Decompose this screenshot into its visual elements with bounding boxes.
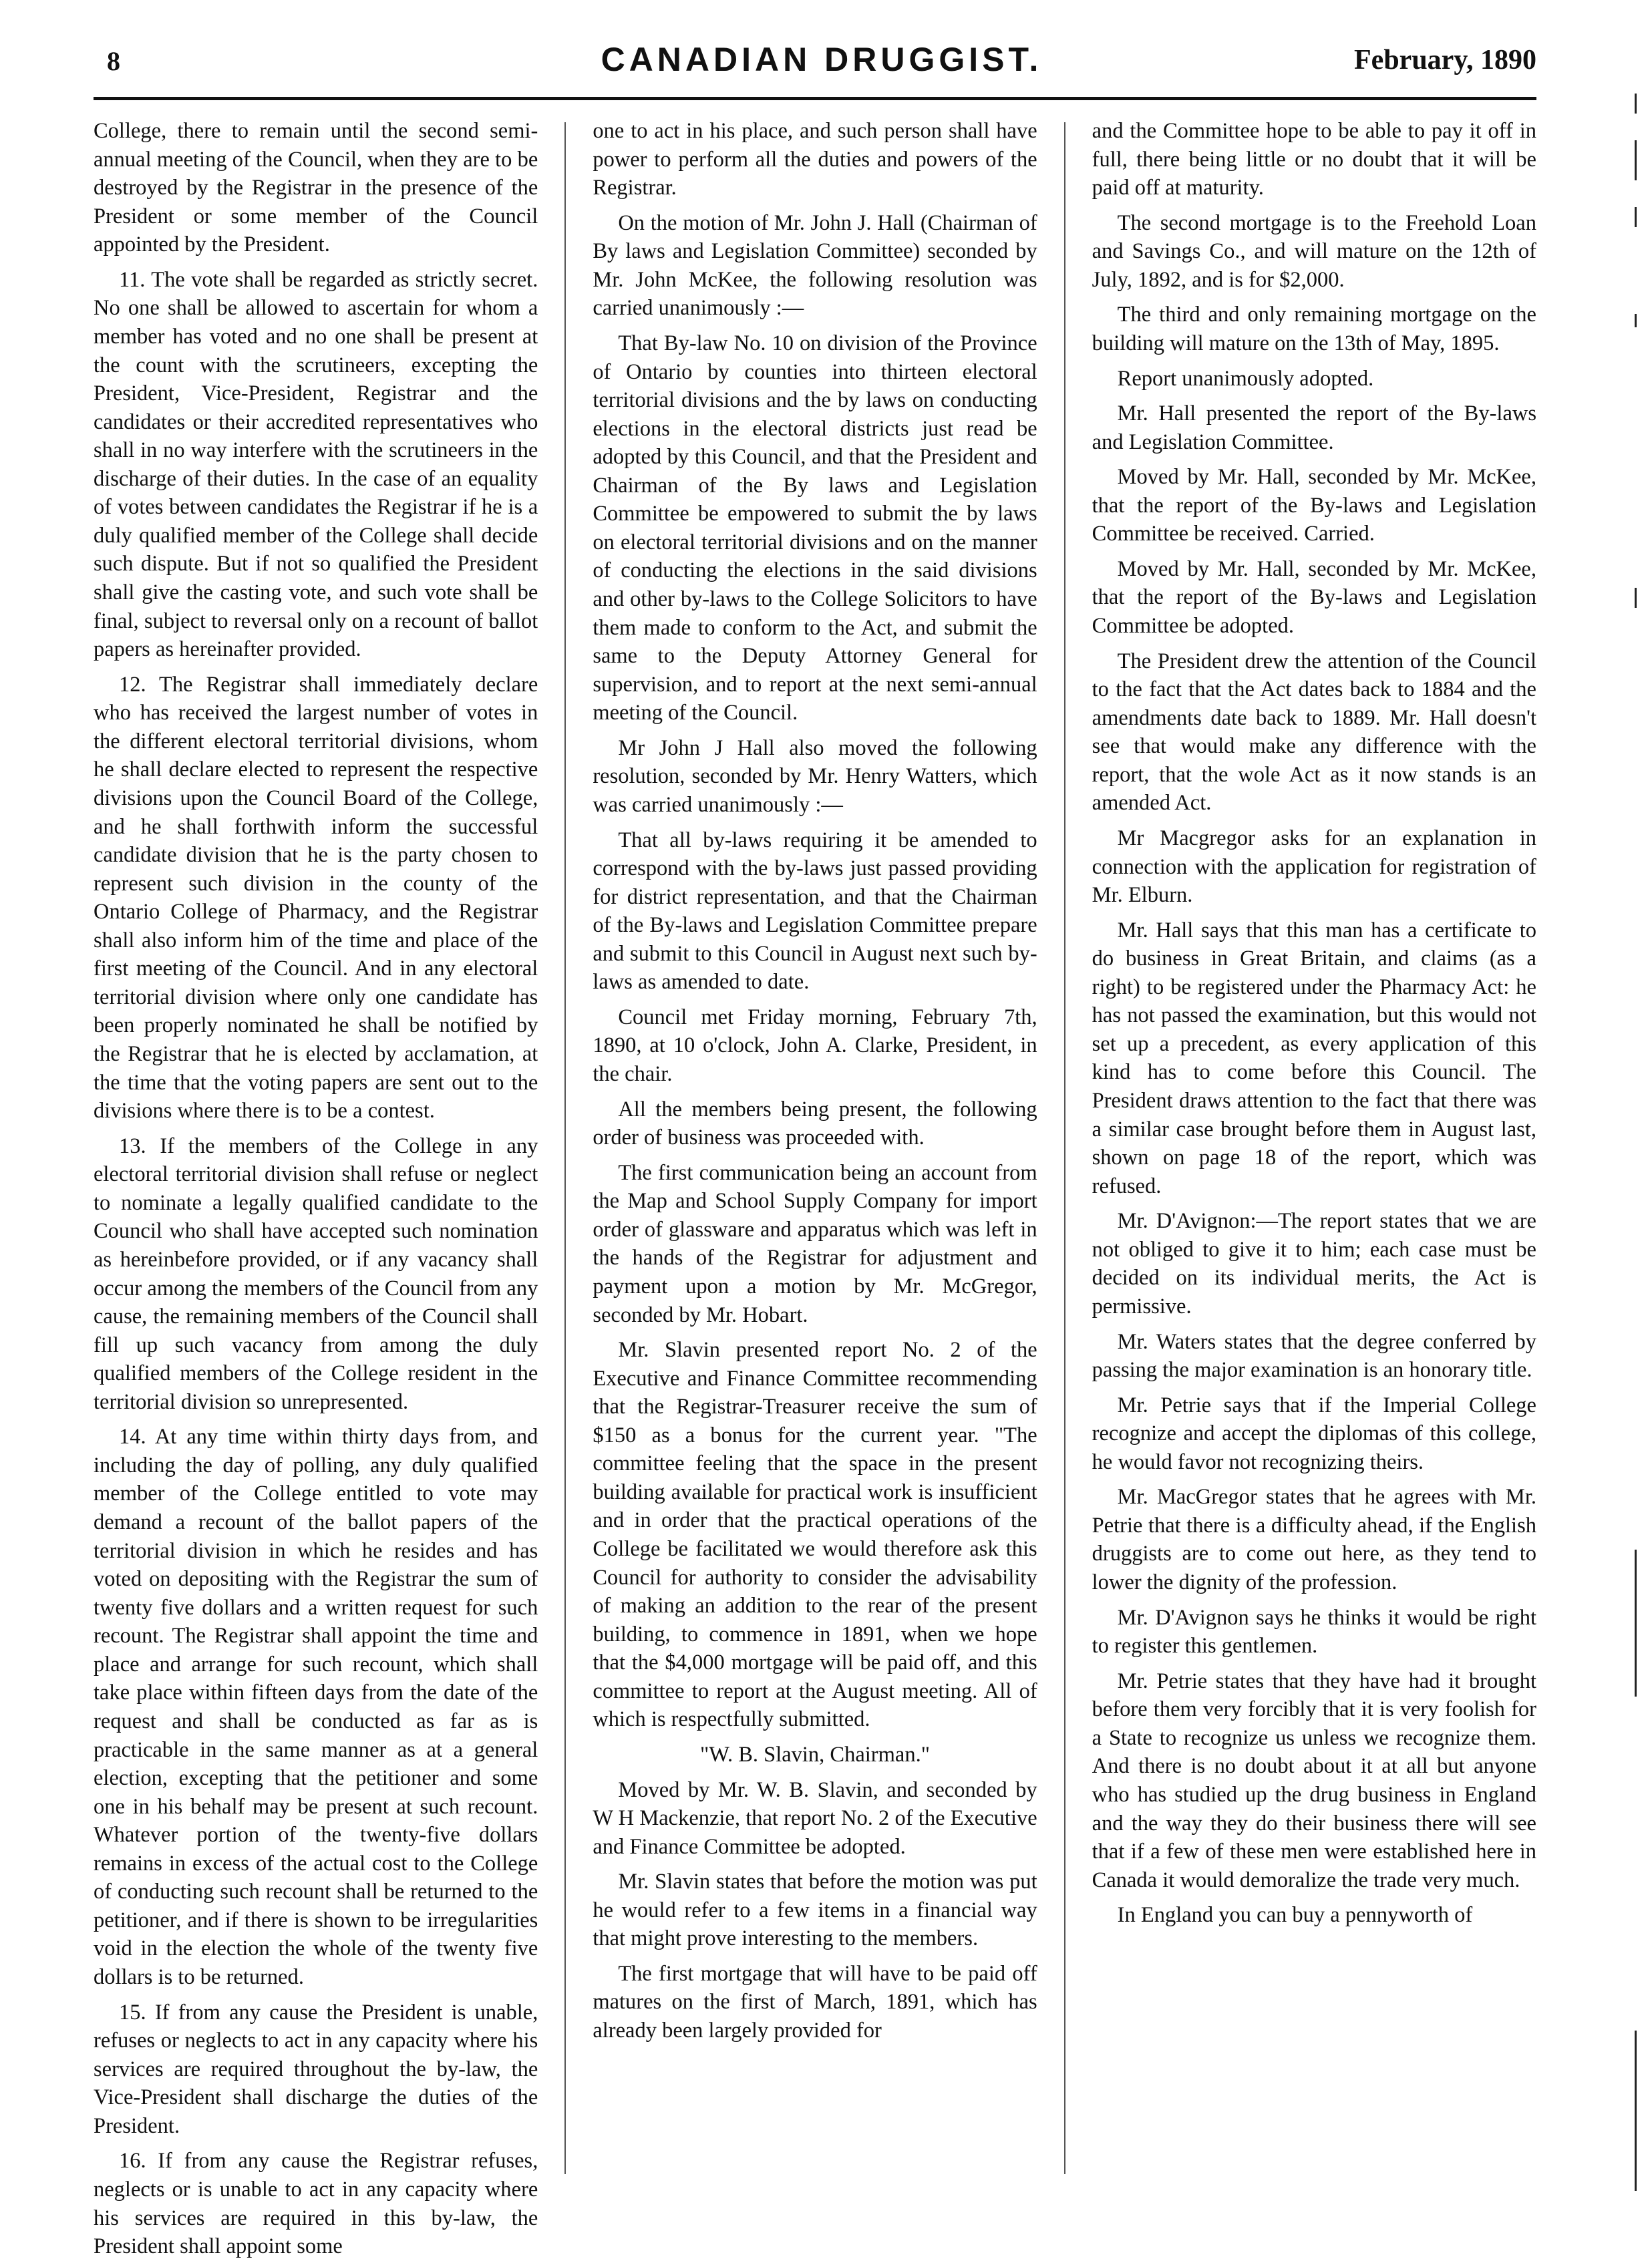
column-divider (564, 122, 566, 2174)
article-columns (94, 117, 1536, 2259)
article-paragraph: Mr. Petrie states that they have had it brought before them very forcibly that it is very foolish for a State to recognize us unless we recognize them. And there is no doubt about it at all but anyone who has studied up the drug business in England and the way they do their business there will see that if a few of these men were established here in Canada it would demoralize the trade very much. (1092, 1669, 1536, 1892)
article-paragraph: In England you can buy a pennyworth of (1117, 1903, 1473, 1928)
article-paragraph: Mr. Petrie says that if the Imperial College recognize and accept the diplomas of this college, he would favor not recognizing theirs. (1092, 1393, 1536, 1474)
scan-mark (1635, 1550, 1637, 1697)
article-paragraph: College, there to remain until the second semi-annual meeting of the Council, when they are to be destroyed by the Registrar in the presence of the President or some member of the Council appointed by the President. (94, 119, 538, 257)
article-paragraph: 14. At any time within thirty days from, and including the day of polling, any duly qualified member of the College entitled to vote may demand a recount of the ballot papers of the territorial division in which he resides and has voted on depositing with the Registrar the sum of twenty five dollars and a written request for such recount. The Registrar shall appoint the time and place and arrange for such recount, which shall take place within fifteen days from the date of the request and shall be conducted as far as is practicable in the same manner as at a general election, excepting that the petitioner and some one in his behalf may be present at such recount. Whatever portion of the twenty-five dollars remains in excess of the actual cost to the College of conducting such recount shall be returned to the petitioner, and if there is shown to be irregularities void in the election the whole of the twenty five dollars is to be returned. (94, 1425, 538, 1989)
article-paragraph: Mr. Slavin presented report No. 2 of the Executive and Finance Committee recommending that the Registrar-Treasurer receive the sum of $150 as a bonus for the current year. "The committee feeling that the space in the present building available for practical work is insufficient and in order that the practical operations of the College be facilitated we would therefore ask this Council for authority to consider the advisability of making an addition to the rear of the present building, to commence in 1891, when we hope that the $4,000 mortgage will be paid off, and this committee to report at the August meeting. All of which is respectfully submitted. (593, 1338, 1037, 1732)
article-paragraph: Mr. D'Avignon:—The report states that we are not obliged to give it to him; each case must be decided on its individual merits, the Act is permissive. (1092, 1209, 1536, 1319)
article-paragraph: The first communication being an account from the Map and School Supply Company for import order of glassware and apparatus which was left in the hands of the Registrar for adjustment and payment upon a motion by Mr. McGregor, seconded by Mr. Hobart. (593, 1160, 1037, 1327)
article-paragraph: Mr. Hall says that this man has a certificate to do business in Great Britain, and claims (as a right) to be registered under the Pharmacy Act: he has not passed the examination, but this would not set up a precedent, as every application of this kind has to come before this Council. The President draws attention to the fact that there was a similar case brought before them in August last, shown on page 18 of the report, which was refused. (1092, 918, 1536, 1198)
article-paragraph: That all by-laws requiring it be amended to correspond with the by-laws just passed providing for district representation, and that the Chairman of the By-laws and Legislation Committee prepare and submit to this Council in August next such by-laws as amended to date. (593, 828, 1037, 995)
scan-mark (1635, 94, 1637, 114)
article-paragraph: Mr. MacGregor states that he agrees with Mr. Petrie that there is a difficulty ahead, if the English druggists are to come out here, as they tend to lower the dignity of the profession. (1092, 1485, 1536, 1594)
article-paragraph: The second mortgage is to the Freehold Loan and Savings Co., and will mature on the 12th of July, 1892, and is for $2,000. (1092, 210, 1536, 292)
article-paragraph: The President drew the attention of the Council to the fact that the Act dates back to 1884 and the amendments date back to 1889. Mr. Hall doesn't see that would make any difference with the report, that the wole Act as it now stands is an amended Act. (1092, 649, 1536, 816)
masthead: CANADIAN DRUGGIST. (601, 41, 1043, 78)
article-paragraph: On the motion of Mr. John J. Hall (Chairman of By laws and Legislation Committee) seconded by Mr. John McKee, the following resolution was carried unanimously :— (593, 210, 1037, 321)
article-paragraph: Report unanimously adopted. (1117, 366, 1374, 391)
article-paragraph: 11. The vote shall be regarded as strictly secret. No one shall be allowed to ascertain for whom a member has voted and no one shall be present at the count with the scrutineers, excepting the President, Vice-President, Registrar and the candidates or their accredited representatives who shall in no way interfere with the scrutineers in the discharge of their duties. In the case of an equality of votes between candidates the Registrar if he is a duly qualified member of the College shall decide such dispute. But if not so qualified the President shall give the casting vote, and such vote shall be final, subject to reversal only on a recount of ballot papers as hereinafter provided. (94, 267, 538, 662)
article-paragraph: Mr Macgregor asks for an explanation in connection with the application for registration of Mr. Elburn. (1092, 826, 1536, 908)
article-paragraph: 12. The Registrar shall immediately declare who has received the largest number of votes in the different electoral territorial divisions, whom he shall declare elected to represent the respective divisions upon the Council Board of the College, and he shall forthwith inform the successful candidate division that he is the party chosen to represent such division in the county of the Ontario College of Pharmacy, and the Registrar shall also inform him of the time and place of the first meeting of the Council. And in any electoral territorial division where only one candidate has been properly nominated he shall be notified by the Registrar that he is elected by acclamation, at the time that the voting papers are sent out to the divisions where there is to be a contest. (94, 672, 538, 1123)
column-1 (94, 117, 538, 2259)
page-number: 8 (107, 46, 120, 76)
article-paragraph: That By-law No. 10 on division of the Province of Ontario by counties into thirteen electoral territorial divisions and the by laws on conducting elections in the electoral districts just read be adopted by this Council, and that the President and Chairman of the By laws and Legislation Committee be empowered to submit the by laws on electoral territorial divisions and on the manner of conducting the elections in the said divisions and other by-laws to the College Solicitors to have them made to conform to the Act, and submit the same to the Deputy Attorney General for supervision, and to report at the next semi-annual meeting of the Council. (593, 331, 1037, 725)
article-paragraph: Moved by Mr. W. B. Slavin, and seconded by W H Mackenzie, that report No. 2 of the Executive and Finance Committee be adopted. (593, 1777, 1037, 1859)
header-rule (94, 97, 1536, 100)
article-paragraph: Mr. Hall presented the report of the By-laws and Legislation Committee. (1092, 401, 1536, 454)
article-paragraph: Moved by Mr. Hall, seconded by Mr. McKee, that the report of the By-laws and Legislation Committee be adopted. (1092, 556, 1536, 638)
scan-edge-marks (1632, 0, 1639, 2218)
article-paragraph: 13. If the members of the College in any electoral territorial division shall refuse or neglect to nominate a legally qualified candidate to the Council who shall have accepted such nomination as hereinbefore provided, or if any vacancy shall occur among the members of the Council from any cause, the remaining members of the Council shall fill up such vacancy from among the duly qualified members of the College resident in the territorial division so unrepresented. (94, 1134, 538, 1414)
scan-mark (1635, 314, 1637, 327)
article-paragraph: "W. B. Slavin, Chairman." (699, 1742, 930, 1767)
scan-mark (1635, 207, 1637, 227)
issue-date: February, 1890 (1354, 45, 1536, 75)
article-paragraph: 15. If from any cause the President is unable, refuses or neglects to act in any capacity where his services are required throughout the by-law, the Vice-President shall discharge the duties of the President. (94, 2000, 538, 2138)
article-paragraph: Mr. Slavin states that before the motion was put he would refer to a few items in a financial way that might prove interesting to the members. (593, 1870, 1037, 1951)
article-paragraph: Mr. Waters states that the degree conferred by passing the major examination is an honorary title. (1092, 1329, 1536, 1383)
column-divider (1064, 122, 1065, 2174)
article-paragraph: 16. If from any cause the Registrar refuses, neglects or is unable to act in any capacity where his services are required in this by-law, the President shall appoint some (94, 2149, 538, 2259)
article-paragraph: The third and only remaining mortgage on the building will mature on the 13th of May, 1895. (1092, 303, 1536, 355)
article-paragraph: and the Committee hope to be able to pay it off in full, there being little or no doubt that it will be paid off at maturity. (1092, 119, 1536, 200)
article-paragraph: The first mortgage that will have to be paid off matures on the first of March, 1891, which has already been largely provided for (593, 1961, 1037, 2043)
column-2 (593, 117, 1037, 2174)
article-paragraph: Mr. D'Avignon says he thinks it would be right to register this gentlemen. (1092, 1605, 1536, 1659)
article-paragraph: one to act in his place, and such person shall have power to perform all the duties and powers of the Registrar. (593, 119, 1037, 200)
article-paragraph: Mr John J Hall also moved the following resolution, seconded by Mr. Henry Watters, which was carried unanimously :— (593, 735, 1037, 817)
article-paragraph: Council met Friday morning, February 7th, 1890, at 10 o'clock, John A. Clarke, President, in the chair. (593, 1005, 1037, 1086)
scan-mark (1635, 140, 1637, 180)
scan-mark (1635, 588, 1637, 608)
column-3 (1092, 117, 1536, 2174)
article-paragraph: Moved by Mr. Hall, seconded by Mr. McKee, that the report of the By-laws and Legislation Committee be received. Carried. (1092, 465, 1536, 546)
article-paragraph: All the members being present, the following order of business was proceeded with. (593, 1097, 1037, 1150)
page-header (107, 40, 1536, 100)
scan-mark (1635, 2031, 1637, 2191)
